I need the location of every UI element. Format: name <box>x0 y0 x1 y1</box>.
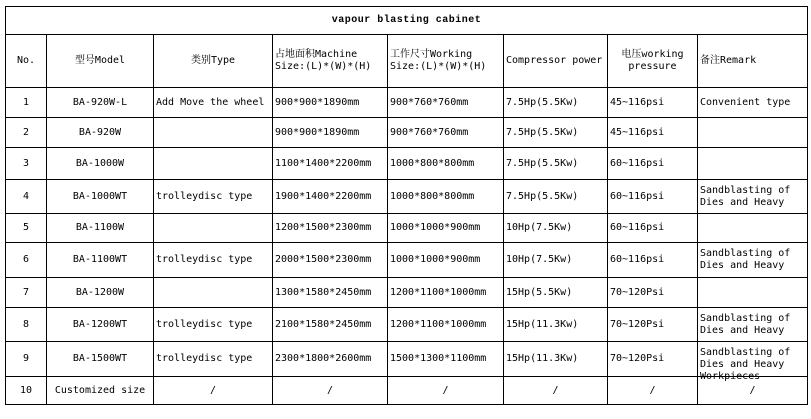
cell-no: 4 <box>6 180 47 214</box>
cell-model: BA-1000WT <box>47 180 154 214</box>
cell-type <box>154 214 273 243</box>
cell-machine-size: 900*900*1890mm <box>273 88 388 118</box>
cell-machine-size: 1900*1400*2200mm <box>273 180 388 214</box>
remark-text: Sandblasting of Dies and Heavy <box>700 248 791 271</box>
header-remark: 备注Remark <box>698 35 808 88</box>
cell-machine-size: 900*900*1890mm <box>273 118 388 148</box>
cell-no: 5 <box>6 214 47 243</box>
cell-machine-size: / <box>273 377 388 405</box>
cell-working-size: 1200*1100*1000mm <box>388 308 504 342</box>
cell-model: BA-1200WT <box>47 308 154 342</box>
cell-compressor: 7.5Hp(5.5Kw) <box>504 88 608 118</box>
cell-type: Add Move the wheel <box>154 88 273 118</box>
cell-type <box>154 278 273 308</box>
header-working-size <box>388 35 504 88</box>
table-row <box>6 278 808 308</box>
header-machine-size-line2: Size:(L)*(W)*(H) <box>275 61 372 72</box>
cell-type: trolleydisc type <box>154 342 273 377</box>
cell-working-size: 1000*1000*900mm <box>388 243 504 278</box>
spec-table <box>5 6 808 405</box>
cell-compressor: 7.5Hp(5.5Kw) <box>504 148 608 180</box>
table-title: vapour blasting cabinet <box>6 7 808 35</box>
cell-remark: Convenient type <box>698 88 808 118</box>
cell-type <box>154 148 273 180</box>
cell-model: BA-1100WT <box>47 243 154 278</box>
cell-remark <box>698 308 808 342</box>
header-working-size-line2: Size:(L)*(W)*(H) <box>390 61 487 72</box>
cell-remark <box>698 278 808 308</box>
cell-model: BA-1200W <box>47 278 154 308</box>
cell-machine-size: 2100*1580*2450mm <box>273 308 388 342</box>
cell-machine-size: 2300*1800*2600mm <box>273 342 388 377</box>
cell-remark <box>698 243 808 278</box>
cell-remark <box>698 148 808 180</box>
header-pressure-line1: 电压working <box>621 49 684 60</box>
cell-working-size: 1000*800*800mm <box>388 148 504 180</box>
header-pressure <box>608 35 698 88</box>
cell-working-size: 1000*800*800mm <box>388 180 504 214</box>
cell-pressure: 70~120Psi <box>608 278 698 308</box>
cell-no: 8 <box>6 308 47 342</box>
cell-machine-size: 1200*1500*2300mm <box>273 214 388 243</box>
cell-no: 6 <box>6 243 47 278</box>
table-row <box>6 342 808 377</box>
table-row <box>6 243 808 278</box>
cell-remark <box>698 118 808 148</box>
table-row <box>6 88 808 118</box>
table-row <box>6 214 808 243</box>
cell-pressure: 70~120Psi <box>608 308 698 342</box>
cell-pressure: 60~116psi <box>608 148 698 180</box>
cell-pressure: 60~116psi <box>608 214 698 243</box>
remark-text: Sandblasting of Dies and Heavy <box>700 312 791 336</box>
cell-working-size: / <box>388 377 504 405</box>
cell-pressure: 60~116psi <box>608 180 698 214</box>
remark-text: Sandblasting of Dies and Heavy <box>700 184 791 208</box>
cell-remark <box>698 180 808 214</box>
header-working-size-line1: 工作尺寸Working <box>390 49 473 60</box>
cell-model: BA-1500WT <box>47 342 154 377</box>
cell-model: BA-1100W <box>47 214 154 243</box>
cell-machine-size: 1300*1580*2450mm <box>273 278 388 308</box>
cell-compressor: 15Hp(11.3Kw) <box>504 308 608 342</box>
header-compressor: Compressor power <box>504 35 608 88</box>
cell-model: BA-920W-L <box>47 88 154 118</box>
cell-pressure: 45~116psi <box>608 88 698 118</box>
cell-working-size: 900*760*760mm <box>388 88 504 118</box>
header-no: No. <box>6 35 47 88</box>
table-row <box>6 180 808 214</box>
cell-no: 3 <box>6 148 47 180</box>
cell-compressor: 10Hp(7.5Kw) <box>504 243 608 278</box>
table-row <box>6 377 808 405</box>
cell-pressure: / <box>608 377 698 405</box>
cell-no: 10 <box>6 377 47 405</box>
header-type: 类别Type <box>154 35 273 88</box>
cell-compressor: 10Hp(7.5Kw) <box>504 214 608 243</box>
cell-working-size: 1200*1100*1000mm <box>388 278 504 308</box>
cell-working-size: 1000*1000*900mm <box>388 214 504 243</box>
cell-working-size: 900*760*760mm <box>388 118 504 148</box>
cell-pressure: 70~120Psi <box>608 342 698 377</box>
table-row <box>6 308 808 342</box>
cell-no: 2 <box>6 118 47 148</box>
cell-compressor: 15Hp(5.5Kw) <box>504 278 608 308</box>
cell-model: BA-920W <box>47 118 154 148</box>
cell-no: 7 <box>6 278 47 308</box>
remark-text: Sandblasting of Dies and Heavy Workpieces <box>700 347 791 382</box>
cell-machine-size: 2000*1500*2300mm <box>273 243 388 278</box>
cell-model: BA-1000W <box>47 148 154 180</box>
cell-pressure: 45~116psi <box>608 118 698 148</box>
cell-type <box>154 118 273 148</box>
header-model: 型号Model <box>47 35 154 88</box>
cell-type: trolleydisc type <box>154 180 273 214</box>
cell-remark <box>698 214 808 243</box>
cell-type: trolleydisc type <box>154 243 273 278</box>
table-row <box>6 118 808 148</box>
cell-remark: / <box>698 377 808 405</box>
cell-pressure: 60~116psi <box>608 243 698 278</box>
title-row <box>6 7 808 35</box>
cell-model: Customized size <box>47 377 154 405</box>
cell-machine-size: 1100*1400*2200mm <box>273 148 388 180</box>
cell-no: 1 <box>6 88 47 118</box>
header-machine-size-line1: 占地面积Machine <box>275 49 358 60</box>
cell-working-size: 1500*1300*1100mm <box>388 342 504 377</box>
header-row <box>6 35 808 88</box>
cell-type: trolleydisc type <box>154 308 273 342</box>
cell-type: / <box>154 377 273 405</box>
header-pressure-line2: pressure <box>628 61 677 72</box>
cell-compressor: 15Hp(11.3Kw) <box>504 342 608 377</box>
header-machine-size <box>273 35 388 88</box>
table-row <box>6 148 808 180</box>
cell-compressor: 7.5Hp(5.5Kw) <box>504 118 608 148</box>
cell-compressor: 7.5Hp(5.5Kw) <box>504 180 608 214</box>
cell-compressor: / <box>504 377 608 405</box>
cell-no: 9 <box>6 342 47 377</box>
cell-remark <box>698 342 808 382</box>
